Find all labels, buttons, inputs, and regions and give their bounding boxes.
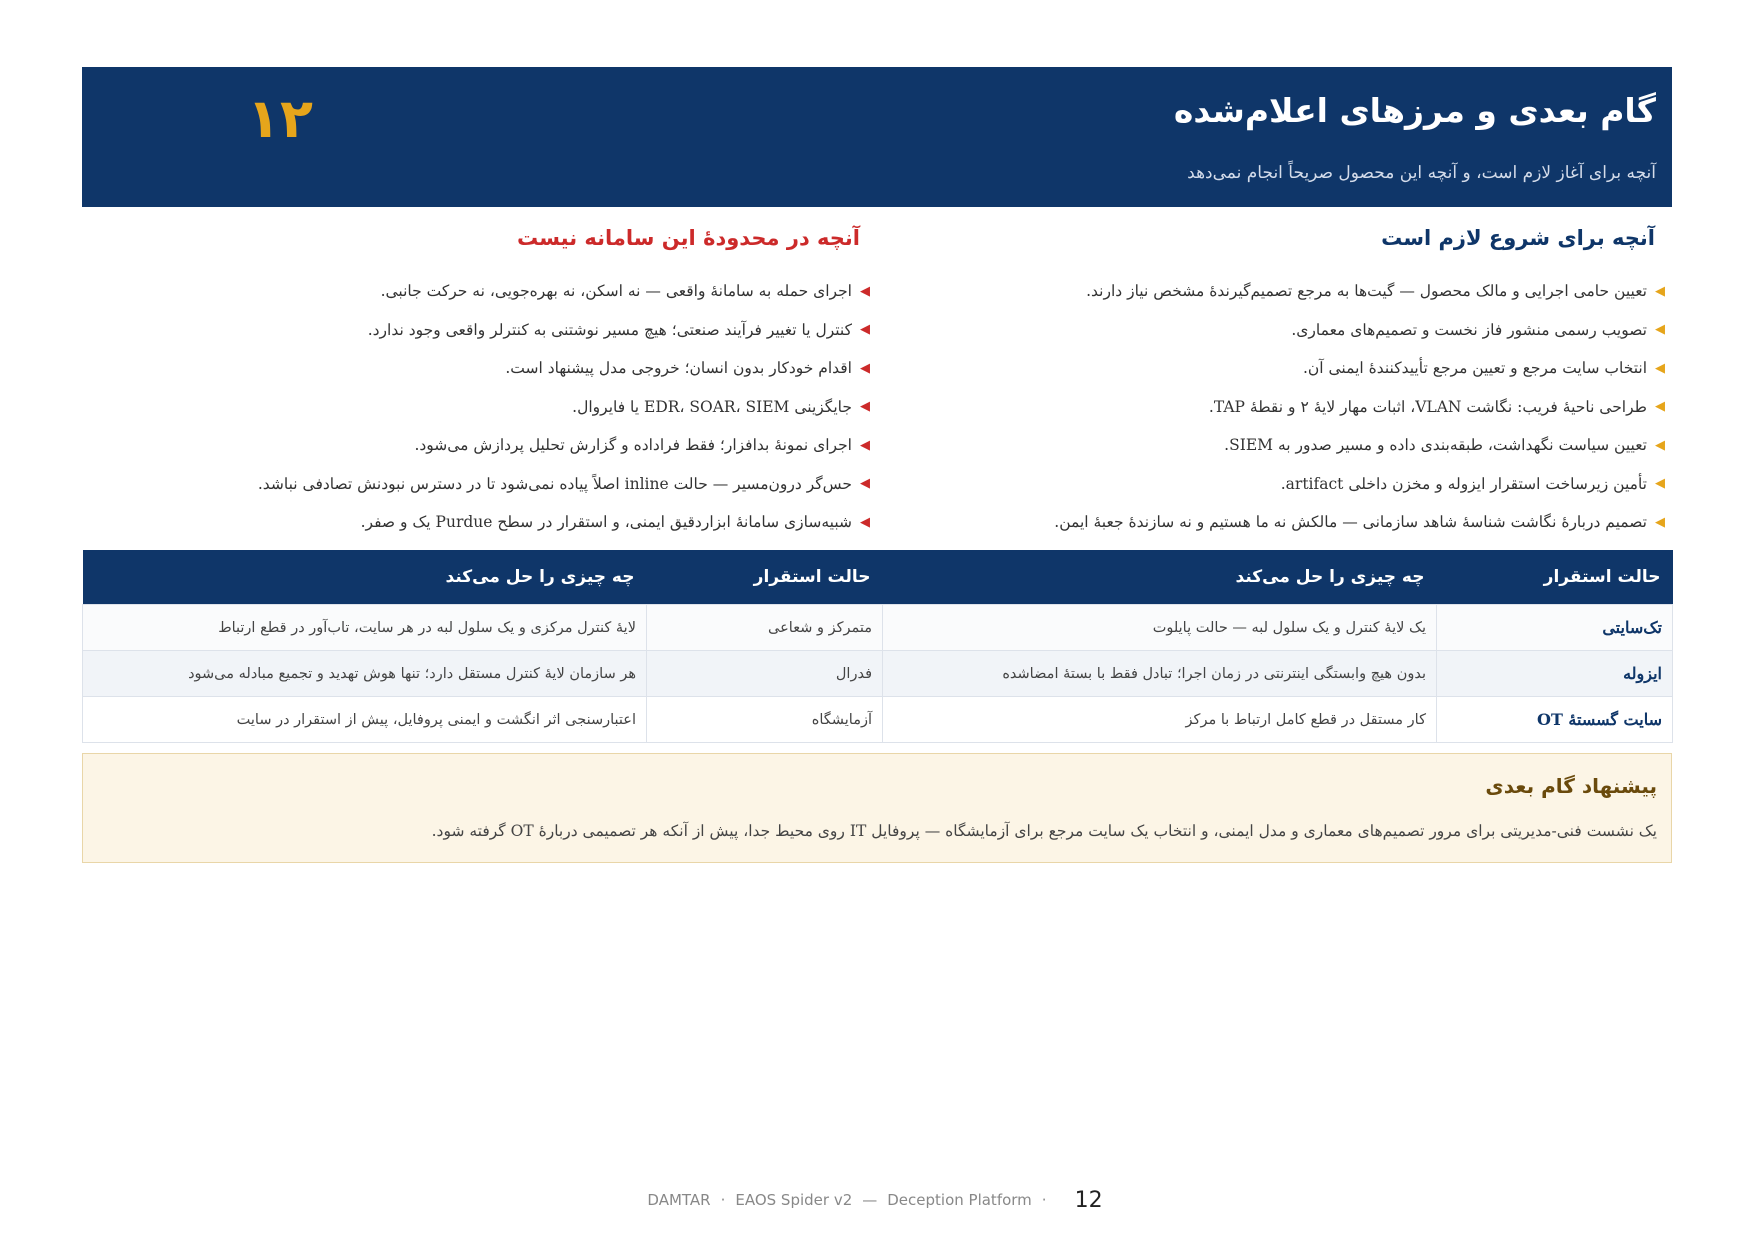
list-item: ◀ تصویب رسمی منشور فاز نخست و تصمیم‌های معماری. [1291,320,1665,339]
list-item: ◀ اجرای حمله به سامانهٔ واقعی — نه اسکن، نه بهره‌جویی، نه حرکت جانبی. [380,282,870,301]
table-row [83,697,1673,743]
list-item: ◀ تصمیم دربارهٔ نگاشت شناسهٔ شاهد سازمانی — مالکش نه ما هستیم و نه سازندهٔ جعبهٔ ایمن. [1054,513,1665,532]
triangle-bullet-icon: ◀ [860,514,870,530]
mode-cell: تک‌سایتی [1437,605,1673,651]
table-header-row [83,550,1673,605]
column-header-solves: چه چیزی را حل می‌کند [83,550,647,605]
mode-cell: آزمایشگاه [647,697,883,743]
requirements-heading: آنچه برای شروع لازم است [1381,226,1655,250]
deployment-modes-table [82,550,1673,743]
triangle-bullet-icon: ◀ [1655,360,1665,376]
triangle-bullet-icon: ◀ [860,399,870,415]
mode-cell: متمرکز و شعاعی [647,605,883,651]
list-item: ◀ حس‌گر درون‌مسیر — حالت inline اصلاً پیاده نمی‌شود تا در دسترس نبودنش تصادفی نباشد. [257,474,870,493]
footer-platform: Deception Platform [887,1191,1032,1209]
list-item: ◀ تأمین زیرساخت استقرار ایزوله و مخزن داخلی artifact. [1280,474,1665,493]
triangle-bullet-icon: ◀ [860,322,870,338]
requirements-column [1045,226,1665,542]
list-item: ◀ شبیه‌سازی سامانهٔ ابزاردقیق ایمنی، و استقرار در سطح Purdue یک و صفر. [360,513,870,532]
next-step-callout [82,753,1672,863]
solves-cell: کار مستقل در قطع کامل ارتباط با مرکز [883,697,1437,743]
list-item: ◀ انتخاب سایت مرجع و تعیین مرجع تأییدکنندهٔ ایمنی آن. [1302,359,1665,378]
callout-title: پیشنهاد گام بعدی [1485,774,1657,798]
triangle-bullet-icon: ◀ [1655,437,1665,453]
solves-cell: بدون هیچ وابستگی اینترنتی در زمان اجرا؛ تبادل فقط با بستهٔ امضاشده [883,651,1437,697]
triangle-bullet-icon: ◀ [860,476,870,492]
chapter-number: ۱۲ [247,87,313,150]
list-item: ◀ جایگزینی EDR، SOAR، SIEM یا فایروال. [572,397,870,416]
triangle-bullet-icon: ◀ [1655,514,1665,530]
footer-separator: · [720,1191,726,1209]
list-item: ◀ تعیین حامی اجرایی و مالک محصول — گیت‌ها به مرجع تصمیم‌گیرندهٔ مشخص نیاز دارند. [1086,282,1665,301]
out-of-scope-heading: آنچه در محدودهٔ این سامانه نیست [517,226,860,250]
mode-cell: فدرال [647,651,883,697]
mode-cell: سایت گسستهٔ OT [1437,697,1673,743]
list-item: ◀ کنترل یا تغییر فرآیند صنعتی؛ هیچ مسیر نوشتنی به کنترلر واقعی وجود ندارد. [367,320,870,339]
out-of-scope-list [250,272,870,542]
triangle-bullet-icon: ◀ [1655,399,1665,415]
triangle-bullet-icon: ◀ [1655,476,1665,492]
triangle-bullet-icon: ◀ [1655,322,1665,338]
table-row [83,651,1673,697]
mode-cell: ایزوله [1437,651,1673,697]
footer-dash: — [862,1191,878,1209]
footer-brand: DAMTAR [647,1191,711,1209]
triangle-bullet-icon: ◀ [860,360,870,376]
list-item: ◀ طراحی ناحیهٔ فریب: نگاشت VLAN، اثبات مهار لایهٔ ۲ و نقطهٔ TAP. [1208,397,1665,416]
solves-cell: هر سازمان لایهٔ کنترل مستقل دارد؛ تنها هوش تهدید و تجمیع مبادله می‌شود [83,651,647,697]
solves-cell: اعتبارسنجی اثر انگشت و ایمنی پروفایل، پیش از استقرار در سایت [83,697,647,743]
list-item: ◀ اجرای نمونهٔ بدافزار؛ فقط فراداده و گزارش تحلیل پردازش می‌شود. [414,436,870,455]
page-footer [0,1188,1750,1213]
solves-cell: یک لایهٔ کنترل و یک سلول لبه — حالت پایلوت [883,605,1437,651]
column-header-solves: چه چیزی را حل می‌کند [883,550,1437,605]
callout-text: یک نشست فنی-مدیریتی برای مرور تصمیم‌های معماری و مدل ایمنی، و انتخاب یک سایت مرجع برای آزمایشگاه — پروفایل IT روی محیط جدا، پیش از آنکه هر تصمیمی دربارهٔ OT گرفته شود. [431,822,1657,840]
footer-separator: · [1041,1191,1047,1209]
out-of-scope-column [250,226,870,542]
column-header-mode: حالت استقرار [1437,550,1673,605]
column-header-mode: حالت استقرار [647,550,883,605]
triangle-bullet-icon: ◀ [860,437,870,453]
solves-cell: لایهٔ کنترل مرکزی و یک سلول لبه در هر سایت، تاب‌آور در قطع ارتباط [83,605,647,651]
triangle-bullet-icon: ◀ [860,283,870,299]
list-item: ◀ اقدام خودکار بدون انسان؛ خروجی مدل پیشنهاد است. [505,359,870,378]
page-title: گام بعدی و مرزهای اعلام‌شده [1173,91,1656,130]
page-number: 12 [1074,1188,1103,1213]
list-item: ◀ تعیین سیاست نگهداشت، طبقه‌بندی داده و مسیر صدور به SIEM. [1224,436,1665,455]
triangle-bullet-icon: ◀ [1655,283,1665,299]
table-row [83,605,1673,651]
page-subtitle: آنچه برای آغاز لازم است، و آنچه این محصول صریحاً انجام نمی‌دهد [1187,163,1656,183]
page-header [82,67,1672,207]
footer-product: EAOS Spider v2 [735,1191,853,1209]
requirements-list [1045,272,1665,542]
